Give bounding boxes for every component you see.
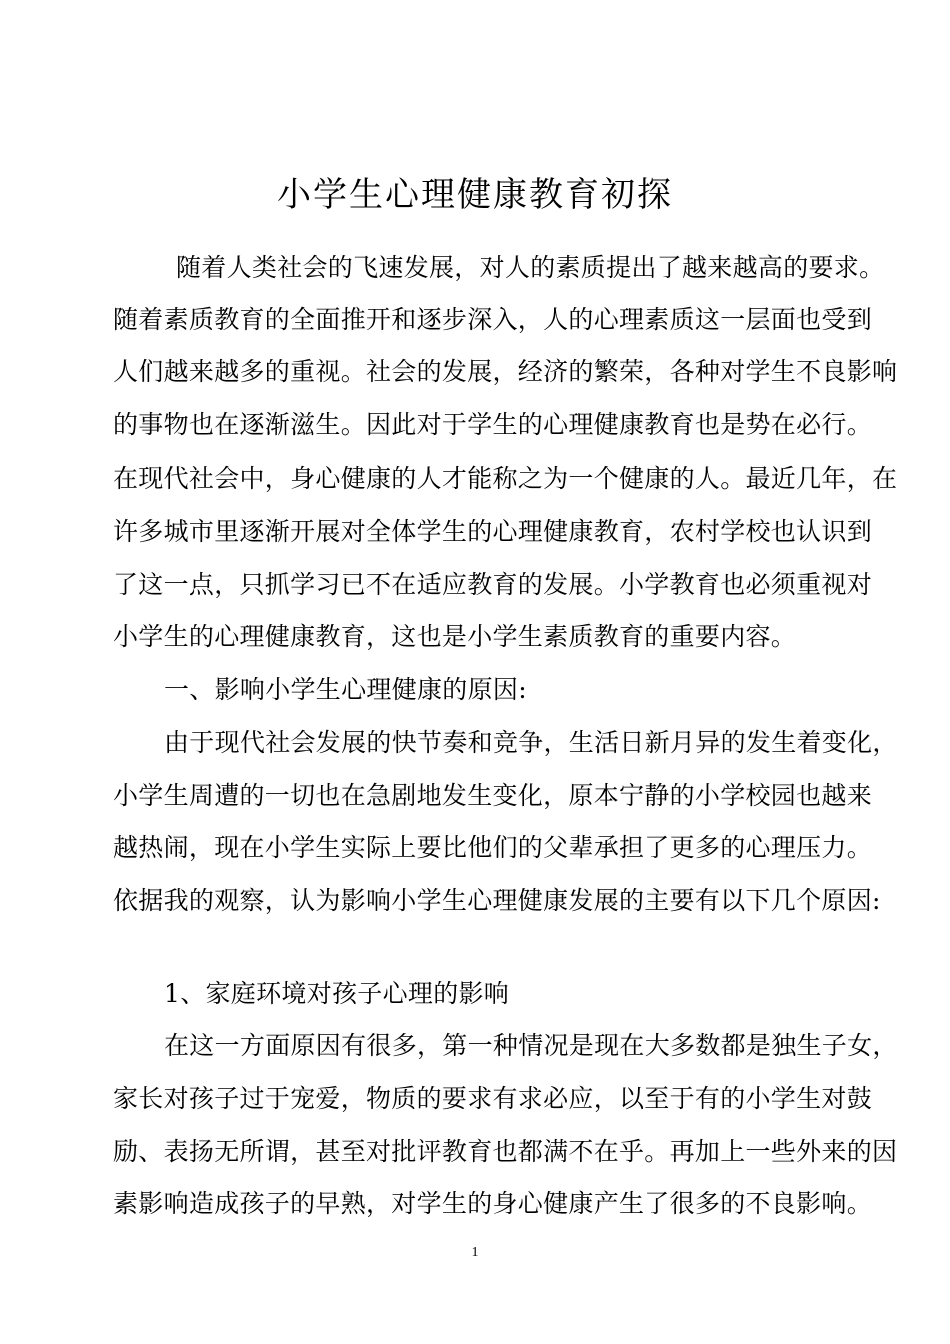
document-title: 小学生心理健康教育初探 bbox=[277, 175, 673, 215]
paragraph-line: 了这一点，只抓学习已不在适应教育的发展。小学教育也必须重视对 bbox=[113, 570, 873, 599]
paragraph-line: 人们越来越多的重视。社会的发展，经济的繁荣，各种对学生不良影响 bbox=[113, 357, 898, 386]
paragraph-line: 小学生的心理健康教育，这也是小学生素质教育的重要内容。 bbox=[113, 622, 797, 651]
paragraph-line: 家长对孩子过于宠爱，物质的要求有求必应，以至于有的小学生对鼓 bbox=[113, 1084, 873, 1113]
paragraph-line: 的事物也在逐渐滋生。因此对于学生的心理健康教育也是势在必行。 bbox=[113, 410, 873, 439]
section-heading: 一、影响小学生心理健康的原因: bbox=[164, 675, 527, 704]
paragraph-line: 素影响造成孩子的早熟，对学生的身心健康产生了很多的不良影响。 bbox=[113, 1189, 873, 1218]
paragraph-line: 许多城市里逐渐开展对全体学生的心理健康教育，农村学校也认识到 bbox=[113, 517, 873, 546]
paragraph-line: 励、表扬无所谓，甚至对批评教育也都满不在乎。再加上一些外来的因 bbox=[113, 1137, 898, 1166]
paragraph-line: 在这一方面原因有很多，第一种情况是现在大多数都是独生子女， bbox=[164, 1031, 898, 1060]
paragraph-line: 随着素质教育的全面推开和逐步深入，人的心理素质这一层面也受到 bbox=[113, 305, 873, 334]
paragraph-line: 随着人类社会的飞速发展，对人的素质提出了越来越高的要求。 bbox=[176, 253, 885, 282]
subsection-heading: 1、家庭环境对孩子心理的影响 bbox=[164, 979, 510, 1008]
paragraph-line: 依据我的观察，认为影响小学生心理健康发展的主要有以下几个原因: bbox=[113, 886, 881, 915]
paragraph-line: 在现代社会中，身心健康的人才能称之为一个健康的人。最近几年，在 bbox=[113, 464, 898, 493]
paragraph-line: 越热闹，现在小学生实际上要比他们的父辈承担了更多的心理压力。 bbox=[113, 833, 873, 862]
page-number: 1 bbox=[471, 1245, 479, 1260]
paragraph-line: 由于现代社会发展的快节奏和竞争，生活日新月异的发生着变化， bbox=[164, 728, 898, 757]
paragraph-line: 小学生周遭的一切也在急剧地发生变化，原本宁静的小学校园也越来 bbox=[113, 781, 873, 810]
